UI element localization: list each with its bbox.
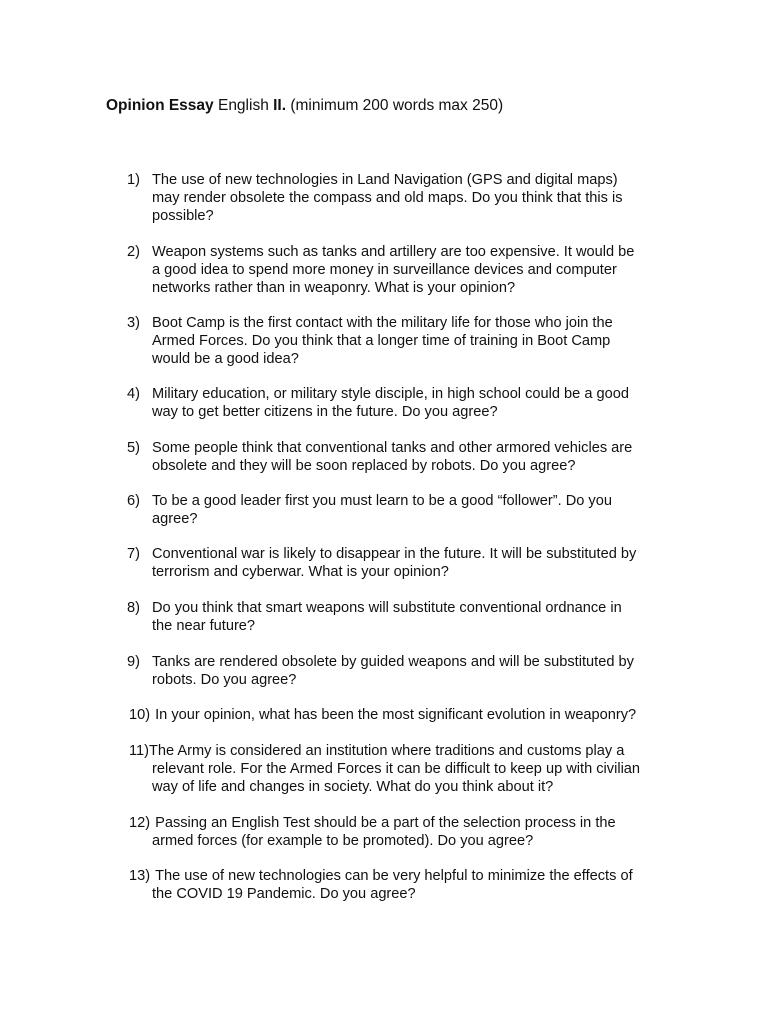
question-item [107, 599, 667, 635]
question-item [107, 742, 667, 796]
question-text: Military education, or military style disciple, in high school could be a good way to get better citizens in the future. Do you agree? [152, 386, 629, 421]
question-number: 11) [129, 743, 150, 759]
question-item [107, 653, 667, 689]
question-item [107, 171, 667, 225]
question-text: The use of new technologies in Land Navigation (GPS and digital maps) may render obsolete the compass and old maps. Do you think that this is possible? [152, 172, 623, 225]
question-text: The use of new technologies can be very helpful to minimize the effects of the COVID 19 Pandemic. Do you agree? [152, 868, 633, 903]
question-text: The Army is considered an institution where traditions and customs play a relevant role. For the Armed Forces it can be difficult to keep up with civilian way of life and changes in society. What do you think about it? [149, 743, 641, 796]
question-item [107, 314, 667, 368]
question-number: 1) [127, 172, 140, 188]
question-item [107, 243, 667, 297]
question-text: Some people think that conventional tanks and other armored vehicles are obsolete and they will be soon replaced by robots. Do you agree? [152, 440, 633, 475]
question-number: 10) [129, 707, 151, 723]
question-text: To be a good leader first you must learn to be a good “follower”. Do you agree? [152, 493, 612, 528]
title-course-part: English [213, 97, 274, 114]
question-item [107, 867, 667, 903]
question-item [107, 545, 667, 581]
question-item [107, 814, 667, 850]
question-number: 4) [127, 386, 140, 402]
question-item [107, 385, 667, 421]
question-number: 8) [127, 600, 140, 616]
page-title [106, 96, 503, 116]
question-text: Do you think that smart weapons will substitute conventional ordnance in the near future? [152, 600, 622, 635]
question-item [107, 706, 667, 724]
question-number: 3) [127, 315, 140, 331]
question-number: 6) [127, 493, 140, 509]
question-number: 2) [127, 244, 140, 260]
title-level-part: II. [273, 97, 287, 114]
question-number: 5) [127, 440, 140, 456]
question-text: Weapon systems such as tanks and artillery are too expensive. It would be a good idea to spend more money in surveillance devices and computer networks rather than in weaponry. What is your opinion? [152, 244, 635, 297]
question-number: 12) [129, 815, 151, 831]
question-text: Tanks are rendered obsolete by guided weapons and will be substituted by robots. Do you agree? [152, 654, 634, 689]
title-bold-part: Opinion Essay [106, 97, 214, 114]
title-requirements: (minimum 200 words max 250) [286, 97, 504, 114]
question-text: In your opinion, what has been the most significant evolution in weaponry? [155, 707, 637, 723]
question-number: 13) [129, 868, 151, 884]
question-item [107, 492, 667, 528]
question-number: 9) [127, 654, 140, 670]
question-number: 7) [127, 546, 140, 562]
question-text: Conventional war is likely to disappear in the future. It will be substituted by terrorism and cyberwar. What is your opinion? [152, 546, 637, 581]
question-text: Boot Camp is the first contact with the military life for those who join the Armed Forces. Do you think that a longer time of training in Boot Camp would be a good idea? [152, 315, 613, 368]
question-item [107, 439, 667, 475]
question-text: Passing an English Test should be a part of the selection process in the armed forces (for example to be promoted). Do you agree? [152, 815, 616, 850]
